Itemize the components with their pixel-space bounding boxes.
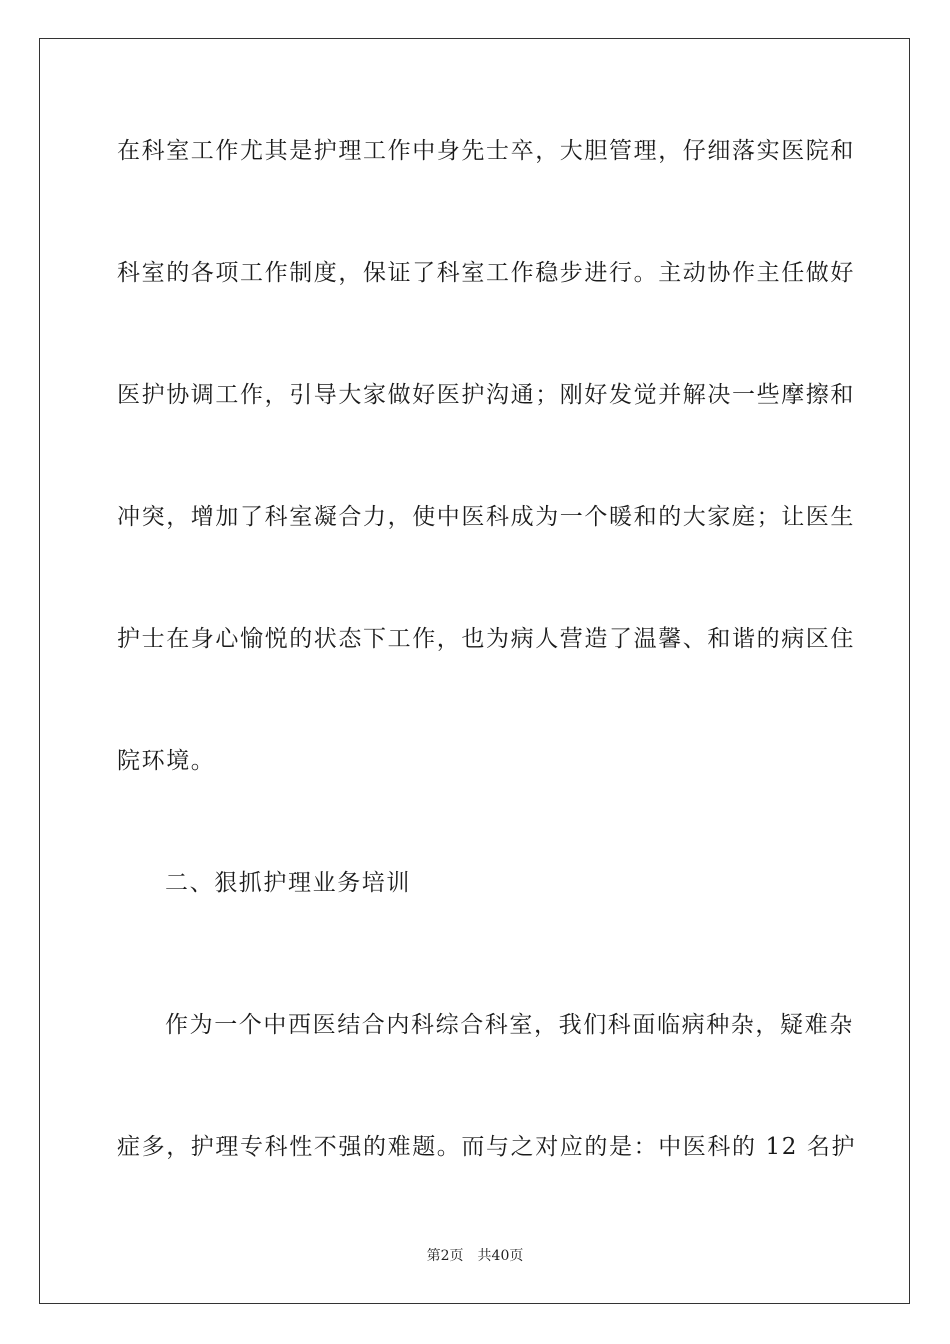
page-border (39, 38, 910, 1304)
body-line-4: 冲突，增加了科室凝合力，使中医科成为一个暖和的大家庭；让医生 (117, 504, 855, 530)
body-line-5: 护士在身心愉悦的状态下工作，也为病人营造了温馨、和谐的病区住 (117, 626, 855, 652)
section-heading: 二、狠抓护理业务培训 (165, 870, 411, 896)
body-line-1: 在科室工作尤其是护理工作中身先士卒，大胆管理，仔细落实医院和 (117, 138, 855, 164)
page-number: 第2页 (426, 1248, 464, 1264)
body-line-8: 症多，护理专科性不强的难题。而与之对应的是：中医科的 12 名护 (117, 1134, 857, 1160)
body-line-2: 科室的各项工作制度，保证了科室工作稳步进行。主动协作主任做好 (117, 260, 855, 286)
page-footer (0, 1247, 950, 1265)
page-total: 共40页 (477, 1248, 524, 1264)
body-line-7: 作为一个中西医结合内科综合科室，我们科面临病种杂，疑难杂 (165, 1012, 854, 1038)
body-line-6: 院环境。 (117, 748, 216, 774)
body-line-3: 医护协调工作，引导大家做好医护沟通；刚好发觉并解决一些摩擦和 (117, 382, 855, 408)
